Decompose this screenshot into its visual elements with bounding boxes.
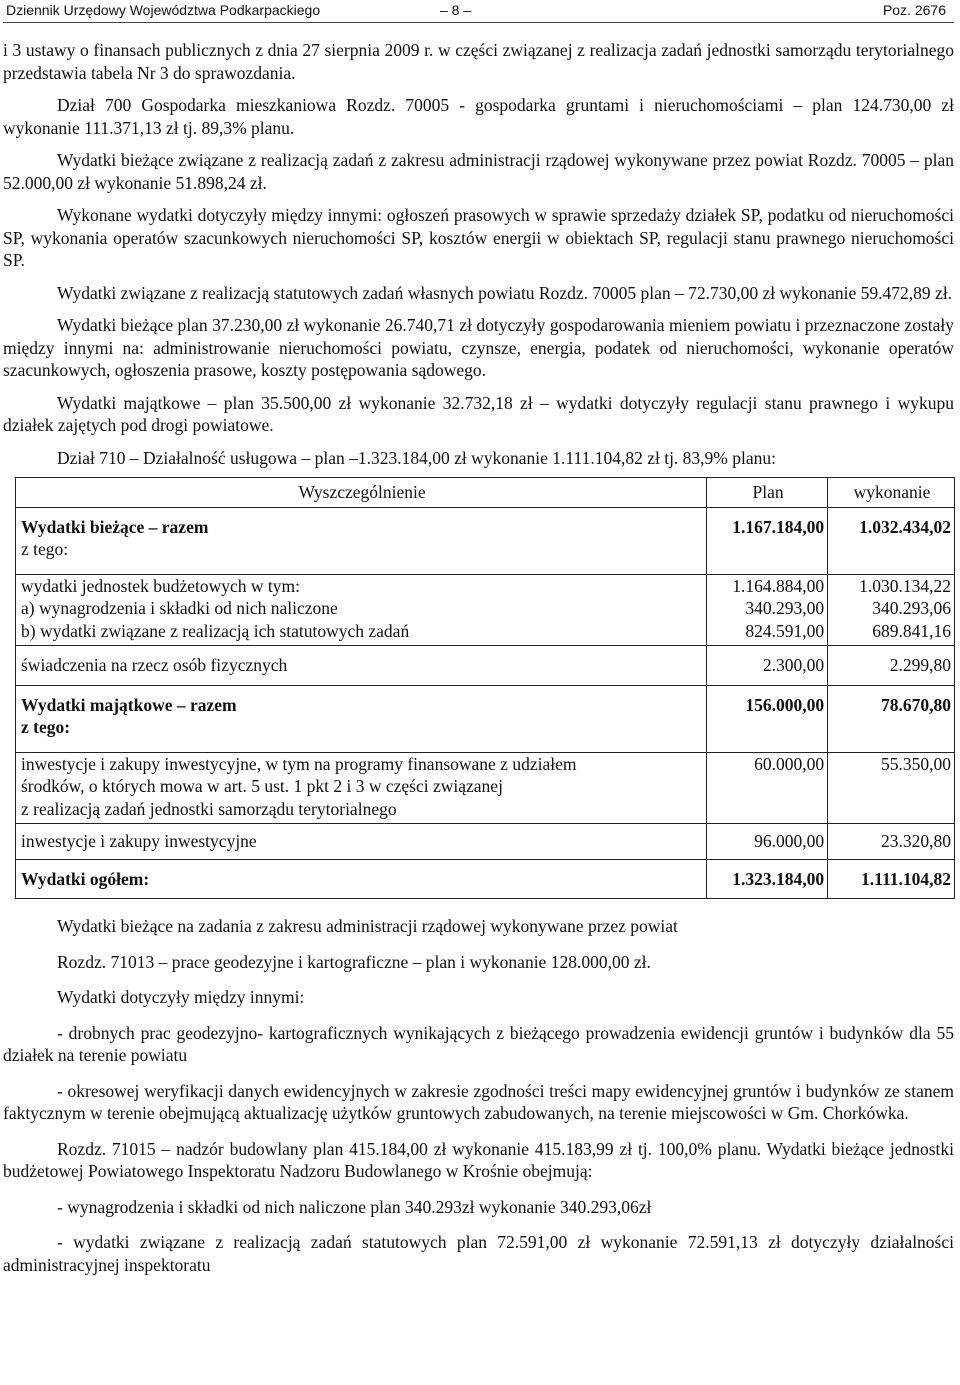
plan-value: 1.323.184,00	[707, 859, 828, 899]
paragraph: Wydatki majątkowe – plan 35.500,00 zł wykonanie 32.732,18 zł – wydatki dotyczyły regulacji stanu prawnego i wykupu działek zajętych pod drogi powiatowe.	[3, 392, 954, 435]
plan-value: 96.000,00	[707, 824, 828, 860]
paragraph: - drobnych prac geodezyjno- kartograficznych wynikających z bieżącego prowadzenia ewidencji gruntów i budynków dla 55 działek na terenie powiatu	[3, 1022, 954, 1065]
row-label: b) wydatki związane z realizacją ich statutowych zadań	[21, 620, 410, 641]
execution-value: 55.350,00	[828, 752, 955, 824]
table-row	[16, 824, 955, 860]
page-header	[3, 0, 954, 23]
execution-value: 2.299,80	[828, 646, 955, 686]
row-sublabel: z tego:	[21, 717, 71, 737]
table-row	[16, 859, 955, 899]
plan-value: 1.164.884,00	[732, 575, 825, 596]
execution-value: 689.841,16	[872, 620, 951, 641]
paragraph: Wydatki bieżące na zadania z zakresu administracji rządowej wykonywane przez powiat	[57, 916, 678, 936]
journal-title: Dziennik Urzędowy Województwa Podkarpackiego	[6, 2, 321, 18]
plan-value: 2.300,00	[707, 646, 828, 686]
row-label: wydatki jednostek budżetowych w tym:	[21, 575, 300, 596]
paragraph: Dział 710 – Działalność usługowa – plan –1.323.184,00 zł wykonanie 1.111.104,82 zł tj. 83,9% planu:	[57, 447, 776, 468]
paragraph: Rozdz. 71015 – nadzór budowlany plan 415.184,00 zł wykonanie 415.183,99 zł tj. 100,0% planu. Wydatki bieżące jednostki budżetowej Powiatowego Inspektoratu Nadzoru Budowlanego w Krośnie obejmują:	[3, 1138, 954, 1181]
table-row	[16, 685, 955, 752]
paragraph: Wykonane wydatki dotyczyły między innymi: ogłoszeń prasowych w sprawie sprzedaży działek SP, podatku od nieruchomości SP, wykonania operatów szacunkowych nieruchomości SP, kosztów energii w obiektach SP, regulacji stanu prawnego nieruchomości SP.	[3, 205, 954, 270]
paragraph: - wynagrodzenia i składki od nich naliczone plan 340.293zł wykonanie 340.293,06zł	[57, 1196, 652, 1217]
position-number: Poz. 2676	[882, 2, 946, 18]
table-header-row	[16, 478, 955, 508]
budget-table	[15, 477, 955, 899]
paragraph: i 3 ustawy o finansach publicznych z dnia 27 sierpnia 2009 r. w części związanej z realizacja zadań jednostki samorządu terytorialnego przedstawia tabela Nr 3 do sprawozdania.	[3, 40, 954, 83]
execution-value: 1.030.134,22	[859, 575, 951, 596]
plan-value: 60.000,00	[707, 752, 828, 824]
paragraph: Wydatki bieżące związane z realizacją zadań z zakresu administracji rządowej wykonywane przez powiat Rozdz. 70005 – plan 52.000,00 zł wykonanie 51.898,24 zł.	[3, 150, 954, 193]
column-header: Wyszczególnienie	[16, 478, 707, 508]
execution-value: 23.320,80	[828, 824, 955, 860]
execution-value: 1.111.104,82	[828, 859, 955, 899]
paragraph: - okresowej weryfikacji danych ewidencyjnych w zakresie zgodności treści mapy ewidencyjnej gruntów i budynków ze stanem faktycznym w terenie obejmującą aktualizację użytków gruntowych zabudowanych, na terenie miejscowości w Gm. Chorkówka.	[3, 1080, 954, 1123]
paragraph: Wydatki dotyczyły między innymi:	[57, 987, 305, 1007]
execution-value: 1.032.434,02	[828, 507, 955, 574]
table-row	[16, 752, 955, 824]
paragraph: Dział 700 Gospodarka mieszkaniowa Rozdz. 70005 - gospodarka gruntami i nieruchomościami – plan 124.730,00 zł wykonanie 111.371,13 zł tj. 89,3% planu.	[3, 95, 954, 138]
paragraph: Rozdz. 71013 – prace geodezyjne i kartograficzne – plan i wykonanie 128.000,00 zł.	[57, 951, 651, 972]
row-label: inwestycje i zakupy inwestycyjne	[16, 824, 707, 860]
table-row	[16, 507, 955, 574]
page-number: – 8 –	[440, 2, 472, 18]
plan-value: 156.000,00	[707, 685, 828, 752]
plan-value: 824.591,00	[745, 620, 825, 641]
row-label: Wydatki ogółem:	[16, 859, 707, 899]
row-label: inwestycje i zakupy inwestycyjne, w tym na programy finansowane z udziałem	[21, 753, 577, 774]
row-label: środków, o których mowa w art. 5 ust. 1 pkt 2 i 3 w części związanej	[21, 776, 503, 796]
table-row	[16, 574, 955, 646]
execution-value: 78.670,80	[828, 685, 955, 752]
column-header: Plan	[707, 478, 828, 508]
row-label: Wydatki bieżące – razem	[21, 516, 209, 537]
column-header: wykonanie	[828, 478, 955, 508]
paragraph: - wydatki związane z realizacją zadań statutowych plan 72.591,00 zł wykonanie 72.591,13 zł dotyczyły działalności administracyjnej inspektoratu	[3, 1232, 954, 1275]
row-label: świadczenia na rzecz osób fizycznych	[16, 646, 707, 686]
paragraph: Wydatki bieżące plan 37.230,00 zł wykonanie 26.740,71 zł dotyczyły gospodarowania mieniem powiatu i przeznaczone zostały między innymi na: administrowanie nieruchomości powiatu, czynsze, energia, podatek od nieruchomości, wykonanie operatów szacunkowych, ogłoszenia prasowe, koszty postępowania sądowego.	[3, 315, 954, 380]
plan-value: 340.293,00	[745, 598, 825, 618]
paragraph: Wydatki związane z realizacją statutowych zadań własnych powiatu Rozdz. 70005 plan – 72.730,00 zł wykonanie 59.472,89 zł.	[57, 282, 953, 303]
row-sublabel: z tego:	[21, 539, 69, 559]
row-label: z realizacją zadań jednostki samorządu terytorialnego	[21, 798, 397, 819]
document-body	[3, 39, 954, 1276]
table-row	[16, 646, 955, 686]
row-label: a) wynagrodzenia i składki od nich naliczone	[21, 598, 338, 618]
execution-value: 340.293,06	[872, 598, 951, 618]
plan-value: 1.167.184,00	[707, 507, 828, 574]
row-label: Wydatki majątkowe – razem	[21, 694, 237, 715]
